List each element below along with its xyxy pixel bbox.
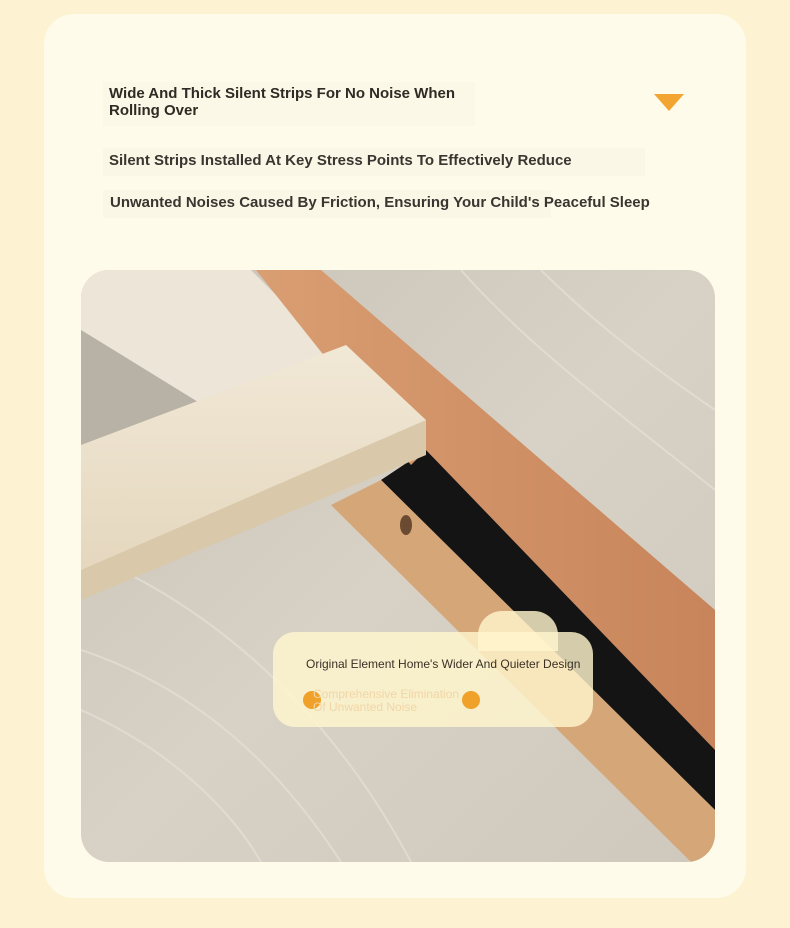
description-line-2: Unwanted Noises Caused By Friction, Ensuring Your Child's Peaceful Sleep <box>103 190 551 218</box>
caption-title: Original Element Home's Wider And Quieter Design <box>306 657 581 671</box>
down-triangle-icon <box>652 92 686 112</box>
section-heading: Wide And Thick Silent Strips For No Noise When Rolling Over <box>103 82 475 126</box>
marker-dot-icon <box>462 691 480 709</box>
description-line-1: Silent Strips Installed At Key Stress Points To Effectively Reduce <box>103 148 645 176</box>
bed-slat-photo <box>81 270 715 862</box>
caption-subtitle: Comprehensive Elimination Of Unwanted Noise <box>313 687 460 714</box>
